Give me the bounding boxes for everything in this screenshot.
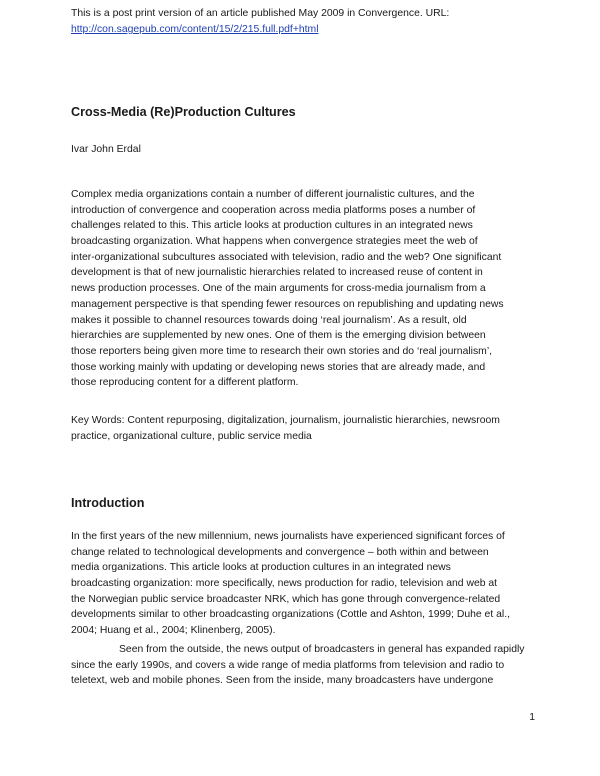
- abstract-line: introduction of convergence and cooperation across media platforms poses a number of: [71, 204, 476, 216]
- article-url-link[interactable]: http://con.sagepub.com/content/15/2/215.full.pdf+html: [71, 24, 319, 35]
- abstract-line: development is that of new journalistic hierarchies related to increased reuse of content in: [71, 267, 483, 279]
- keywords: [71, 413, 541, 444]
- paragraph-line: 2004; Huang et al., 2004; Klinenberg, 2005).: [71, 625, 276, 637]
- paragraph-line: In the first years of the new millennium, news journalists have experienced significant forces of: [71, 531, 505, 542]
- article-author: Ivar John Erdal: [71, 144, 141, 155]
- paragraph-line: developments similar to other broadcasting organizations (Cottle and Ashton, 1999; Duhe et al.,: [71, 609, 510, 621]
- abstract-line: Complex media organizations contain a number of different journalistic cultures, and the: [71, 189, 475, 200]
- publication-note: [71, 6, 541, 38]
- introduction-paragraph-2: [71, 642, 541, 689]
- paragraph-line: media organizations. This article looks at production cultures in an integrated news: [71, 562, 451, 574]
- abstract-line: management perspective is that spending fewer resources on republishing and updating news: [71, 298, 504, 310]
- abstract-line: inter-organizational subcultures associated with television, radio and the web? One significant: [71, 251, 502, 263]
- abstract-line: those reproducing content for a different platform.: [71, 377, 299, 389]
- abstract-line: challenges related to this. This article looks at production cultures in an integrated news: [71, 220, 473, 232]
- publication-note-text: This is a post print version of an article published May 2009 in Convergence. URL:: [71, 8, 450, 19]
- introduction-paragraph-1: [71, 529, 541, 639]
- abstract-line: those reporters being given more time to research their own stories and do ‘real journalism’,: [71, 345, 493, 357]
- abstract-line: broadcasting organization. What happens when convergence strategies meet the web of: [71, 236, 478, 248]
- page-number: 1: [529, 712, 535, 723]
- paragraph-line: change related to technological developments and convergence – both within and between: [71, 546, 489, 558]
- keywords-line: practice, organizational culture, public service media: [71, 430, 312, 442]
- paragraph-line: broadcasting organization: more specifically, news production for radio, television and web at: [71, 578, 498, 590]
- abstract-line: news production processes. One of the main arguments for cross-media journalism from a: [71, 283, 486, 295]
- section-heading-introduction: Introduction: [71, 496, 145, 510]
- paragraph-line: teletext, web and mobile phones. Seen from the inside, many broadcasters have undergone: [71, 675, 494, 687]
- article-title: Cross-Media (Re)Production Cultures: [71, 105, 296, 119]
- abstract-line: makes it possible to channel resources towards doing ‘real journalism’. As a result, old: [71, 314, 467, 326]
- paragraph-line: since the early 1990s, and covers a wide range of media platforms from television and radio to: [71, 659, 505, 671]
- paragraph-line: the Norwegian public service broadcaster NRK, which has gone through convergence-related: [71, 593, 501, 605]
- abstract-line: those working mainly with updating or developing news stories that are already made, and: [71, 361, 486, 373]
- keywords-line: Key Words: Content repurposing, digitalization, journalism, journalistic hierarchies, newsroom: [71, 415, 500, 426]
- paragraph-line: Seen from the outside, the news output of broadcasters in general has expanded rapidly: [119, 644, 525, 655]
- abstract: [71, 187, 541, 391]
- abstract-line: hierarchies are supplemented by new ones. One of them is the emerging division between: [71, 330, 486, 342]
